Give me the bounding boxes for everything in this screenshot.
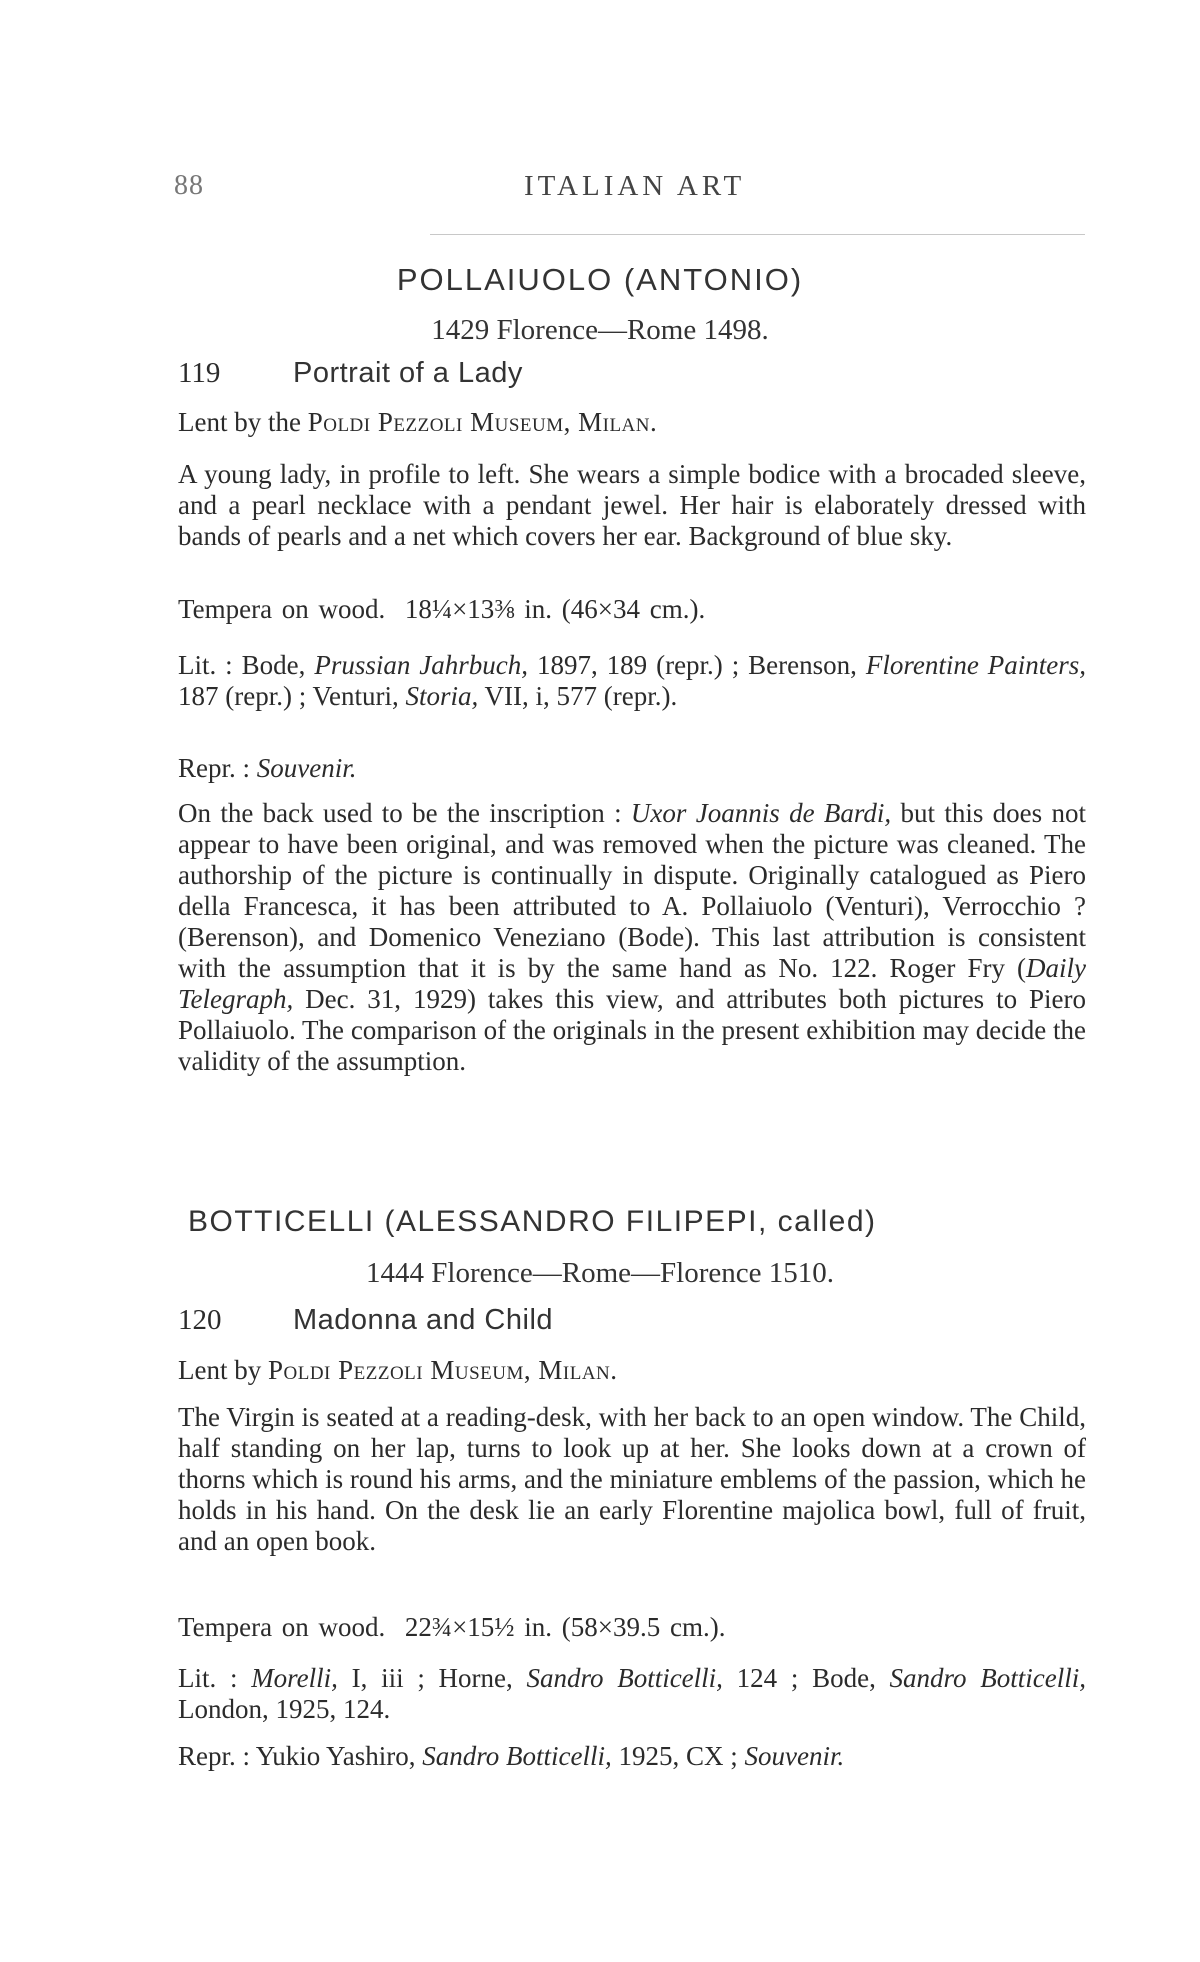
italic-text-run: Uxor Joannis de Bardi, <box>630 798 892 828</box>
italic-text-run: Sandro Botticelli, <box>526 1663 723 1693</box>
italic-text-run: Daily Telegraph, <box>178 953 1086 1014</box>
text-run: Bode, <box>241 650 315 680</box>
text-run: 1925, CX ; <box>611 1741 745 1771</box>
catalogue-item-heading <box>178 357 523 390</box>
reproductions-refs <box>256 1741 845 1771</box>
text-run: Dec. 31, 1929) takes this view, and attributes both pictures to Piero Pollaiuolo. The comparison of the originals in the present exhibition may decide the validity of the assumption. <box>178 984 1086 1076</box>
reproductions <box>178 753 1086 784</box>
medium-line <box>178 1612 1086 1643</box>
literature-refs <box>178 1663 1086 1724</box>
italic-text-run: Sandro Botticelli, <box>422 1741 612 1771</box>
lender-line <box>178 1355 1086 1386</box>
medium: Tempera on wood. <box>178 594 386 624</box>
lender-name: Poldi Pezzoli Museum, Milan. <box>267 1355 618 1385</box>
text-run: 1897, 189 (repr.) ; Berenson, <box>528 650 866 680</box>
text-run: 124 ; Bode, <box>722 1663 890 1693</box>
page-number: 88 <box>174 170 204 201</box>
catalogue-item-heading <box>178 1304 553 1337</box>
literature-label: Lit. : <box>178 650 233 680</box>
catalogue-number: 119 <box>178 357 221 389</box>
medium: Tempera on wood. <box>178 1612 386 1642</box>
italic-text-run: Florentine Painters, <box>865 650 1086 680</box>
dimensions: 18¼×13⅜ in. (46×34 cm.). <box>404 594 706 624</box>
artist-heading: BOTTICELLI (ALESSANDRO FILIPEPI, called) <box>188 1205 877 1238</box>
italic-text-run: Souvenir. <box>744 1741 845 1771</box>
text-run: VII, i, 577 (repr.). <box>478 681 678 711</box>
literature-refs <box>178 650 1086 711</box>
literature-label: Lit. : <box>178 1663 238 1693</box>
lent-prefix: Lent by <box>178 1355 262 1385</box>
literature <box>178 1663 1086 1725</box>
catalogue-number: 120 <box>178 1304 222 1336</box>
medium-line <box>178 594 1086 625</box>
italic-text-run: Souvenir. <box>256 753 357 783</box>
text-run: Yukio Yashiro, <box>255 1741 423 1771</box>
text-run: On the back used to be the inscription : <box>178 798 631 828</box>
lender-name: Poldi Pezzoli Museum, Milan. <box>307 407 658 437</box>
header-rule <box>430 234 1085 235</box>
artist-heading: POLLAIUOLO (ANTONIO) <box>396 262 804 297</box>
provenance-notes <box>178 798 1086 1077</box>
text-run: but this does not appear to have been original, and was removed when the picture was cleaned. The authorship of the picture is continually in dispute. Originally catalogued as Piero della Francesca, it has been attributed to A. Pollaiuolo (Venturi), Verrocchio ? (Berenson), and Domenico Veneziano (Bode). This last attribution is consistent with the assumption that it is by the same hand as No. 122. Roger Fry ( <box>178 798 1087 983</box>
italic-text-run: Storia, <box>405 681 479 711</box>
running-title: ITALIAN ART <box>524 170 746 202</box>
painting-description: The Virgin is seated at a reading-desk, with her back to an open window. The Child, half standing on her lap, turns to look up at her. She looks down at a crown of thorns which is round his arms, and the miniature emblems of the passion, which he holds in his hand. On the desk lie an early Florentine majolica bowl, full of fruit, and an open book. <box>178 1402 1086 1556</box>
text-run: 187 (repr.) ; Venturi, <box>178 681 406 711</box>
reproductions <box>178 1741 1086 1772</box>
reproductions-label: Repr. : <box>178 753 250 783</box>
italic-text-run: Prussian Jahrbuch, <box>314 650 529 680</box>
text-run: London, 1925, 124. <box>178 1694 391 1724</box>
lender-line <box>178 407 1086 438</box>
painting-description: A young lady, in profile to left. She wears a simple bodice with a brocaded sleeve, and a pearl necklace with a pendant jewel. Her hair is elaborately dressed with bands of pearls and a net which covers her ear. Background of blue sky. <box>178 459 1086 551</box>
artist-dates: 1444 Florence—Rome—Florence 1510. <box>366 1257 834 1289</box>
text-run: I, iii ; Horne, <box>337 1663 527 1693</box>
italic-text-run: Sandro Botticelli, <box>889 1663 1086 1693</box>
running-head <box>174 170 1094 210</box>
reproductions-label: Repr. : <box>178 1741 250 1771</box>
reproductions-refs <box>257 753 357 783</box>
lent-prefix: Lent by the <box>178 407 301 437</box>
artist-dates: 1429 Florence—Rome 1498. <box>431 314 769 346</box>
painting-title: Madonna and Child <box>293 1304 554 1336</box>
literature <box>178 650 1086 712</box>
italic-text-run: Morelli, <box>251 1663 338 1693</box>
dimensions: 22¾×15½ in. (58×39.5 cm.). <box>404 1612 726 1642</box>
painting-title: Portrait of a Lady <box>293 357 523 389</box>
